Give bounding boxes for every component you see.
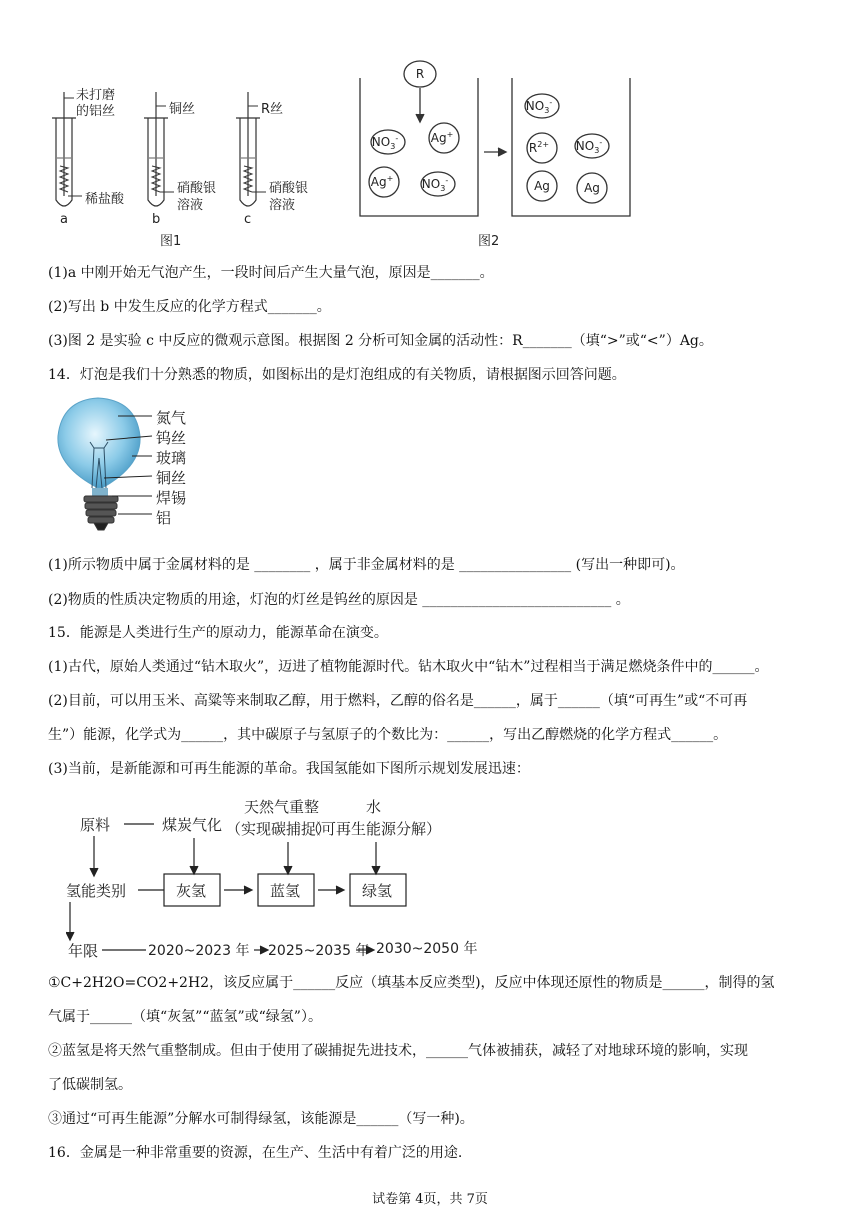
diagram-carbon-capture: （实现碳捕捉）	[226, 820, 332, 838]
ion-ag-left-1: Ag+	[430, 130, 454, 145]
bulb-glass	[58, 398, 140, 488]
figure-1	[48, 88, 328, 248]
label-c-bottom: 硝酸银 溶液	[269, 181, 309, 213]
diagram-blue: 蓝氢	[270, 882, 301, 900]
light-bulb-drawing	[52, 396, 212, 536]
bulb-label-copper: 铜丝	[156, 469, 187, 487]
label-c-top: R丝	[261, 102, 284, 117]
test-tube-a	[52, 92, 76, 206]
label-a-bottom: 稀盐酸	[85, 192, 125, 207]
test-tube-c	[236, 92, 260, 206]
q13-part2: (2)写出 b 中发生反应的化学方程式_______。	[48, 299, 331, 315]
ion-no3-left-2: $NO_3^-$	[421, 176, 449, 193]
figure-1-caption: 图1	[160, 234, 182, 249]
q15-item1-line2: 气属于______（填“灰氢”“蓝氢”或“绿氢”）。	[48, 1009, 322, 1025]
figure-2-caption: 图2	[478, 234, 500, 249]
q15-part2-line2: 生”）能源，化学式为______，其中碳原子与氢原子的个数比为：______，写出乙醇燃烧的化学方程式______。	[48, 727, 728, 743]
bulb-base	[84, 496, 118, 530]
label-c: c	[244, 212, 252, 227]
label-a-top: 未打磨 的铝丝	[76, 88, 116, 119]
q13-part1: (1)a 中刚开始无气泡产生，一段时间后产生大量气泡，原因是_______。	[48, 265, 494, 281]
page-footer: 试卷第 4页，共 7页	[372, 1192, 488, 1207]
label-b-top: 铜丝	[169, 102, 196, 117]
diagram-year-1: 2020~2023 年	[148, 943, 250, 959]
diagram-year-3: 2030~2050 年	[376, 941, 478, 957]
diagram-year-2: 2025~2035 年	[268, 943, 370, 959]
bulb-label-nitrogen: 氮气	[156, 409, 187, 427]
q15-item1-line1: ①C+2H2O=CO2+2H2，该反应属于______反应（填基本反应类型)，反应中体现还原性的物质是______，制得的氢	[48, 975, 775, 991]
q14-part1: (1)所示物质中属于金属材料的是 ________ ，属于非金属材料的是 ________________ (写出一种即可)。	[48, 557, 685, 573]
diagram-period: 年限	[68, 942, 99, 960]
hydrogen-diagram	[66, 794, 486, 960]
atom-ag-right-1: Ag	[534, 179, 550, 193]
q15-item2-line1: ②蓝氢是将天然气重整制成。但由于使用了碳捕捉先进技术，______气体被捕获，减轻了对地球环境的影响，实现	[48, 1043, 748, 1059]
diagram-renewable-split: （可再生能源分解）	[306, 820, 442, 838]
bulb-label-tungsten: 钨丝	[156, 429, 187, 447]
q15-part1: (1)古代，原始人类通过“钻木取火”，迈进了植物能源时代。钻木取火中“钻木”过程相当于满足燃烧条件中的______。	[48, 659, 769, 675]
q15-stem: 15．能源是人类进行生产的原动力，能源革命在演变。	[48, 625, 388, 641]
atom-ag-right-2: Ag	[584, 181, 600, 195]
ion-ag-left-2: Ag+	[370, 174, 394, 189]
diagram-water: 水	[366, 798, 382, 816]
diagram-green: 绿氢	[362, 882, 393, 900]
diagram-category: 氢能类别	[66, 882, 127, 900]
q15-item3: ③通过“可再生能源”分解水可制得绿氢，该能源是______（写一种)。	[48, 1111, 474, 1127]
q14-stem: 14．灯泡是我们十分熟悉的物质，如图标出的是灯泡组成的有关物质，请根据图示回答问题。	[48, 367, 626, 383]
q16-stem: 16．金属是一种非常重要的资源，在生产、生活中有着广泛的用途.	[48, 1145, 463, 1161]
label-a: a	[60, 212, 68, 227]
bulb-label-glass: 玻璃	[156, 449, 187, 467]
ion-no3-right-1: $NO_3^-$	[525, 98, 553, 115]
test-tube-b	[144, 92, 168, 206]
label-b: b	[152, 212, 161, 227]
diagram-raw-material: 原料	[80, 816, 111, 834]
r-atom: R	[415, 67, 425, 81]
beakers-drawing	[356, 56, 636, 248]
figure-2	[356, 56, 636, 248]
q15-part3: (3)当前，是新能源和可再生能源的革命。我国氢能如下图所示规划发展迅速：	[48, 761, 530, 777]
bulb-label-solder: 焊锡	[156, 489, 187, 507]
label-b-bottom: 硝酸银 溶液	[177, 181, 217, 213]
q15-part2-line1: (2)目前，可以用玉米、高粱等来制取乙醇，用于燃料，乙醇的俗名是______，属于______（填“可再生”或“不可再	[48, 693, 748, 709]
diagram-gas-reforming: 天然气重整	[244, 798, 320, 816]
q14-part2: (2)物质的性质决定物质的用途，灯泡的灯丝是钨丝的原因是 ___________________________ 。	[48, 592, 630, 608]
q13-part3: (3)图 2 是实验 c 中反应的微观示意图。根据图 2 分析可知金属的活动性：R_______（填“>”或“<”）Ag。	[48, 333, 713, 349]
ion-no3-left-1: $NO_3^-$	[371, 134, 399, 151]
ion-r2-right: $R^{2+}$	[528, 140, 550, 155]
ion-no3-right-2: $NO_3^-$	[575, 138, 603, 155]
bulb-figure	[52, 396, 212, 536]
q15-item2-line2: 了低碳制氢。	[48, 1077, 132, 1093]
bulb-label-aluminum: 铝	[156, 509, 172, 527]
diagram-grey: 灰氢	[176, 882, 207, 900]
diagram-coal-gasification: 煤炭气化	[162, 816, 223, 834]
